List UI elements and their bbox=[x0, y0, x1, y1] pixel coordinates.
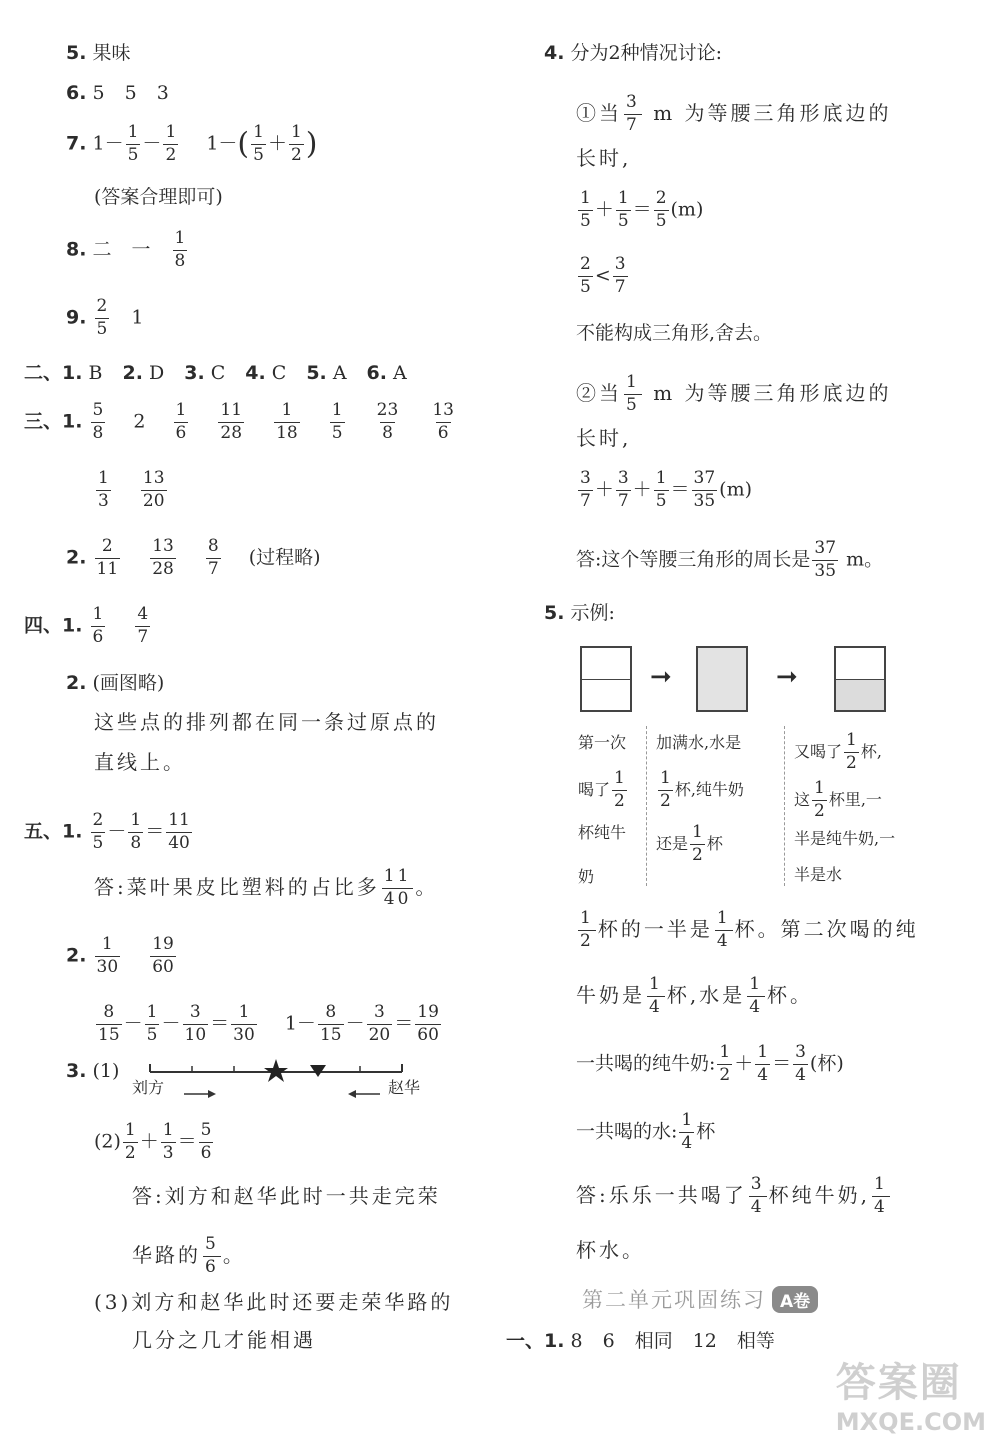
divider bbox=[784, 726, 785, 886]
section5-q3-part2: (2) $\frac{1}{2}$ ＋ $\frac{1}{3}$ ＝ $\frac{5}{6}$ bbox=[94, 1120, 212, 1163]
q6-answer: 6. 5 5 3 bbox=[66, 82, 169, 104]
cell2-line3: 还是 $\frac{1}{2}$ 杯 bbox=[656, 822, 723, 865]
section5-q2: 2. $\frac{1}{30}$ $\frac{19}{60}$ bbox=[66, 934, 174, 977]
q5-text4: 一共喝的水: $\frac{1}{4}$ 杯 bbox=[576, 1110, 716, 1153]
q4-answer: 答:这个等腰三角形的周长是 $\frac{37}{35}$ m。 bbox=[576, 538, 884, 581]
section3-q2: 2. $\frac{2}{11}$ $\frac{13}{28}$ $\frac{8}{7}$ (过程略) bbox=[66, 536, 321, 579]
unit-tag: A卷 bbox=[772, 1286, 818, 1313]
section5-q3-part1: 3. (1) bbox=[66, 1060, 120, 1082]
cell3-line1: 又喝了 $\frac{1}{2}$ 杯, bbox=[794, 730, 882, 773]
q5-text3: 一共喝的纯牛奶: $\frac{1}{2}$ ＋ $\frac{1}{4}$ ＝ $\frac{3}{4}$ (杯) bbox=[576, 1042, 844, 1085]
cell2-line2: $\frac{1}{2}$ 杯,纯牛奶 bbox=[660, 768, 744, 811]
q4-case2-line2: 长时, bbox=[576, 426, 632, 450]
section4-q2-line1: 这些点的排列都在同一条过原点的 bbox=[94, 710, 439, 734]
q4-case1: ①当 $\frac{3}{7}$ m 为等腰三角形底边的 bbox=[576, 92, 892, 135]
cup-first bbox=[580, 646, 632, 712]
arrow-right-icon: ➞ bbox=[776, 662, 798, 692]
section3-q1-row1: 三、1. $\frac{5}{8}$ 2 $\frac{1}{6}$ $\frac{11}{28}$ $\frac{1}{18}$ $\frac{1}{5}$ $\frac{23}{8}$ $\frac{13}{6}$ bbox=[24, 400, 454, 443]
q4-intro: 4. 分为2种情况讨论: bbox=[544, 42, 722, 64]
section2-answers: 二、1. B 2. D 3. C 4. C 5. A 6. A bbox=[24, 362, 407, 384]
cell3-line2: 这 $\frac{1}{2}$ 杯里,一 bbox=[794, 778, 882, 821]
section5-q3-part3: (3)刘方和赵华此时还要走荣华路的 bbox=[94, 1290, 454, 1314]
section5-q2-equations: $\frac{8}{15}$ － $\frac{1}{5}$ － $\frac{3}{10}$ ＝ $\frac{1}{30}$ 1－ $\frac{8}{15}$ － $\frac{3}{20}$ ＝ $\frac{19}{60}$ bbox=[98, 1002, 439, 1045]
cell3-line4: 半是水 bbox=[794, 865, 843, 884]
q5-text1: $\frac{1}{2}$ 杯的一半是 $\frac{1}{4}$ 杯。第二次喝的纯 bbox=[580, 908, 919, 951]
q9-answer: 9. $\frac{2}{5}$ 1 bbox=[66, 296, 144, 339]
section5-q3-answer1: 答:刘方和赵华此时一共走完荣 bbox=[132, 1184, 441, 1208]
section3-q1-row2: $\frac{1}{3}$ $\frac{13}{20}$ bbox=[98, 468, 165, 511]
arrow-right-icon: ➞ bbox=[650, 662, 672, 692]
last-answers: 一、1. 8 6 相同 12 相等 bbox=[506, 1330, 775, 1352]
section4-q2: 2. (画图略) bbox=[66, 672, 165, 694]
q5-answer: 答:乐乐一共喝了 $\frac{3}{4}$ 杯纯牛奶, $\frac{1}{4}$ bbox=[576, 1174, 888, 1217]
cell3-line3: 半是纯牛奶,一 bbox=[794, 829, 896, 848]
cup-second bbox=[696, 646, 748, 712]
section4-q2-line2: 直线上。 bbox=[94, 750, 186, 774]
cell1-line2: 喝了 $\frac{1}{2}$ bbox=[578, 768, 625, 811]
watermark: 答案圈 MXQE.COM bbox=[835, 1360, 986, 1436]
section5-q1-answer: 答:菜叶果皮比塑料的占比多 $\frac{11}{40}$ 。 bbox=[94, 866, 439, 909]
road-diagram bbox=[140, 1056, 420, 1102]
q4-case1-eq: $\frac{1}{5}$ ＋ $\frac{1}{5}$ ＝ $\frac{2}{5}$ (m) bbox=[580, 188, 704, 231]
section5-q3-part3-line2: 几分之几才能相遇 bbox=[132, 1328, 316, 1352]
cell1-line4: 奶 bbox=[578, 867, 595, 886]
divider bbox=[646, 726, 647, 886]
q5-label: 5. 示例: bbox=[544, 602, 615, 624]
star-marker bbox=[264, 1059, 288, 1082]
q4-case2-eq: $\frac{3}{7}$ ＋ $\frac{3}{7}$ ＋ $\frac{1}{5}$ ＝ $\frac{37}{35}$ (m) bbox=[580, 468, 753, 511]
label-zhaohua: 赵华 bbox=[388, 1078, 421, 1097]
q7-answer: 7. 1－ $\frac{1}{5}$ － $\frac{1}{2}$ 1－( $\frac{1}{5}$ ＋ $\frac{1}{2}$ ) bbox=[66, 122, 318, 165]
cell1-line3: 杯纯牛 bbox=[578, 823, 627, 842]
q4-case1-compare: $\frac{2}{5}$ < $\frac{3}{7}$ bbox=[580, 254, 626, 297]
q5-answer-line2: 杯水。 bbox=[576, 1238, 645, 1262]
q4-case1-line2: 长时, bbox=[576, 146, 632, 170]
label-liufang: 刘方 bbox=[132, 1078, 165, 1097]
cup-third bbox=[834, 646, 886, 712]
unit-title: 第二单元巩固练习 A卷 bbox=[582, 1284, 818, 1314]
q8-answer: 8. 二 一 $\frac{1}{8}$ bbox=[66, 228, 186, 271]
section5-q1-eq: 五、1. $\frac{2}{5}$ － $\frac{1}{8}$ ＝ $\frac{11}{40}$ bbox=[24, 810, 190, 853]
q5-text2: 牛奶是 $\frac{1}{4}$ 杯,水是 $\frac{1}{4}$ 杯。 bbox=[576, 974, 814, 1017]
q4-case1-conclusion: 不能构成三角形,舍去。 bbox=[576, 322, 773, 344]
section5-q3-answer2: 华路的 $\frac{5}{6}$ 。 bbox=[132, 1234, 246, 1277]
q7-note: (答案合理即可) bbox=[94, 186, 223, 208]
cell1-line1: 第一次 bbox=[578, 733, 627, 752]
q4-case2: ②当 $\frac{1}{5}$ m 为等腰三角形底边的 bbox=[576, 372, 892, 415]
cell2-line1: 加满水,水是 bbox=[656, 733, 742, 752]
section4-q1: 四、1. $\frac{1}{6}$ $\frac{4}{7}$ bbox=[24, 604, 149, 647]
q5-answer: 5. 果味 bbox=[66, 42, 131, 64]
